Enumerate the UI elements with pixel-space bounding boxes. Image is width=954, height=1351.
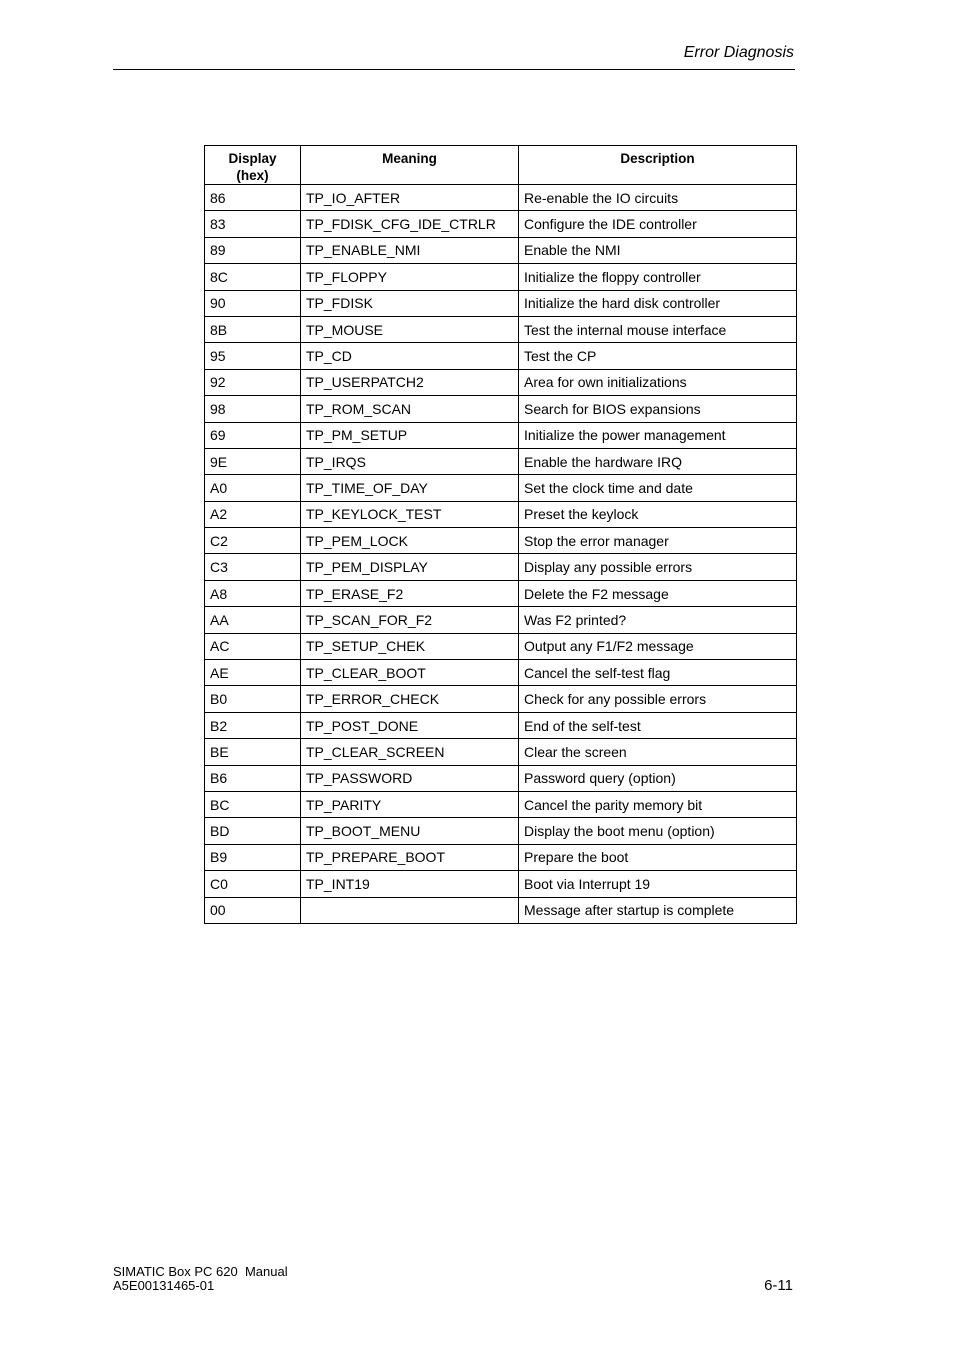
meaning-cell: TP_PM_SETUP	[301, 422, 519, 448]
meaning-cell: TP_PREPARE_BOOT	[301, 844, 519, 870]
footer-document-info	[113, 1265, 288, 1293]
table-row	[205, 475, 797, 501]
display-code-cell: B9	[205, 844, 301, 870]
display-code-cell: B6	[205, 765, 301, 791]
display-code-cell: B2	[205, 712, 301, 738]
table-row	[205, 422, 797, 448]
description-cell: Boot via Interrupt 19	[519, 871, 797, 897]
column-header-description: Description	[519, 146, 797, 185]
meaning-cell: TP_ROM_SCAN	[301, 396, 519, 422]
display-code-cell: 69	[205, 422, 301, 448]
meaning-cell: TP_IRQS	[301, 448, 519, 474]
meaning-cell: TP_INT19	[301, 871, 519, 897]
page-number: 6-11	[764, 1277, 793, 1294]
display-code-cell: 83	[205, 211, 301, 237]
table-row	[205, 686, 797, 712]
table-row	[205, 554, 797, 580]
description-cell: End of the self-test	[519, 712, 797, 738]
display-code-cell: A2	[205, 501, 301, 527]
display-code-cell: 95	[205, 343, 301, 369]
table-row	[205, 765, 797, 791]
meaning-cell: TP_CD	[301, 343, 519, 369]
table-row	[205, 818, 797, 844]
display-code-cell: AE	[205, 660, 301, 686]
description-cell: Test the internal mouse interface	[519, 316, 797, 342]
meaning-cell: TP_PASSWORD	[301, 765, 519, 791]
display-code-cell: A8	[205, 580, 301, 606]
header-divider	[113, 69, 795, 70]
description-cell: Test the CP	[519, 343, 797, 369]
description-cell: Clear the screen	[519, 739, 797, 765]
table-row	[205, 607, 797, 633]
description-cell: Prepare the boot	[519, 844, 797, 870]
display-code-cell: C3	[205, 554, 301, 580]
description-cell: Area for own initializations	[519, 369, 797, 395]
description-cell: Initialize the hard disk controller	[519, 290, 797, 316]
meaning-cell: TP_FDISK_CFG_IDE_CTRLR	[301, 211, 519, 237]
meaning-cell: TP_FLOPPY	[301, 264, 519, 290]
description-cell: Set the clock time and date	[519, 475, 797, 501]
description-cell: Cancel the self-test flag	[519, 660, 797, 686]
meaning-cell: TP_MOUSE	[301, 316, 519, 342]
table-row	[205, 528, 797, 554]
post-codes-table	[204, 145, 797, 924]
display-code-cell: 9E	[205, 448, 301, 474]
description-cell: Configure the IDE controller	[519, 211, 797, 237]
page-header-title: Error Diagnosis	[683, 44, 794, 61]
meaning-cell: TP_USERPATCH2	[301, 369, 519, 395]
description-cell: Password query (option)	[519, 765, 797, 791]
table-row	[205, 290, 797, 316]
description-cell: Check for any possible errors	[519, 686, 797, 712]
description-cell: Preset the keylock	[519, 501, 797, 527]
display-code-cell: 98	[205, 396, 301, 422]
meaning-cell: TP_ENABLE_NMI	[301, 237, 519, 263]
description-cell: Initialize the floppy controller	[519, 264, 797, 290]
table-row	[205, 396, 797, 422]
description-cell: Re-enable the IO circuits	[519, 185, 797, 211]
table-row	[205, 448, 797, 474]
table-row	[205, 264, 797, 290]
table-row	[205, 316, 797, 342]
description-cell: Stop the error manager	[519, 528, 797, 554]
description-cell: Initialize the power management	[519, 422, 797, 448]
display-code-cell: C0	[205, 871, 301, 897]
table-row	[205, 633, 797, 659]
meaning-cell: TP_ERROR_CHECK	[301, 686, 519, 712]
display-code-cell: C2	[205, 528, 301, 554]
description-cell: Cancel the parity memory bit	[519, 791, 797, 817]
table-row	[205, 237, 797, 263]
table-row	[205, 501, 797, 527]
display-code-cell: 00	[205, 897, 301, 923]
table-row	[205, 660, 797, 686]
display-code-cell: 8B	[205, 316, 301, 342]
meaning-cell: TP_TIME_OF_DAY	[301, 475, 519, 501]
display-code-cell: 86	[205, 185, 301, 211]
column-header-meaning: Meaning	[301, 146, 519, 185]
meaning-cell: TP_PEM_DISPLAY	[301, 554, 519, 580]
display-code-cell: BE	[205, 739, 301, 765]
meaning-cell: TP_PEM_LOCK	[301, 528, 519, 554]
table-row	[205, 844, 797, 870]
description-cell: Output any F1/F2 message	[519, 633, 797, 659]
table-row	[205, 791, 797, 817]
table-row	[205, 580, 797, 606]
column-header-display: Display (hex)	[205, 146, 301, 185]
description-cell: Display any possible errors	[519, 554, 797, 580]
description-cell: Search for BIOS expansions	[519, 396, 797, 422]
table-row	[205, 185, 797, 211]
meaning-cell: TP_CLEAR_SCREEN	[301, 739, 519, 765]
table-body	[205, 185, 797, 924]
table-row	[205, 871, 797, 897]
meaning-cell	[301, 897, 519, 923]
description-cell: Message after startup is complete	[519, 897, 797, 923]
table-row	[205, 343, 797, 369]
table-header-row	[205, 146, 797, 185]
description-cell: Enable the NMI	[519, 237, 797, 263]
meaning-cell: TP_SCAN_FOR_F2	[301, 607, 519, 633]
description-cell: Display the boot menu (option)	[519, 818, 797, 844]
description-cell: Was F2 printed?	[519, 607, 797, 633]
display-code-cell: B0	[205, 686, 301, 712]
meaning-cell: TP_CLEAR_BOOT	[301, 660, 519, 686]
display-code-cell: 90	[205, 290, 301, 316]
display-code-cell: AC	[205, 633, 301, 659]
description-cell: Enable the hardware IRQ	[519, 448, 797, 474]
footer-order-number: A5E00131465-01	[113, 1278, 215, 1293]
meaning-cell: TP_PARITY	[301, 791, 519, 817]
table-row	[205, 712, 797, 738]
display-code-cell: 8C	[205, 264, 301, 290]
meaning-cell: TP_FDISK	[301, 290, 519, 316]
meaning-cell: TP_ERASE_F2	[301, 580, 519, 606]
table-row	[205, 211, 797, 237]
display-code-cell: 92	[205, 369, 301, 395]
display-code-cell: 89	[205, 237, 301, 263]
display-code-cell: A0	[205, 475, 301, 501]
table-row	[205, 739, 797, 765]
display-code-cell: BC	[205, 791, 301, 817]
description-cell: Delete the F2 message	[519, 580, 797, 606]
display-code-cell: BD	[205, 818, 301, 844]
display-code-cell: AA	[205, 607, 301, 633]
meaning-cell: TP_KEYLOCK_TEST	[301, 501, 519, 527]
meaning-cell: TP_POST_DONE	[301, 712, 519, 738]
meaning-cell: TP_BOOT_MENU	[301, 818, 519, 844]
footer-manual-title: SIMATIC Box PC 620 Manual	[113, 1264, 288, 1279]
meaning-cell: TP_SETUP_CHEK	[301, 633, 519, 659]
meaning-cell: TP_IO_AFTER	[301, 185, 519, 211]
table-row	[205, 897, 797, 923]
table-row	[205, 369, 797, 395]
